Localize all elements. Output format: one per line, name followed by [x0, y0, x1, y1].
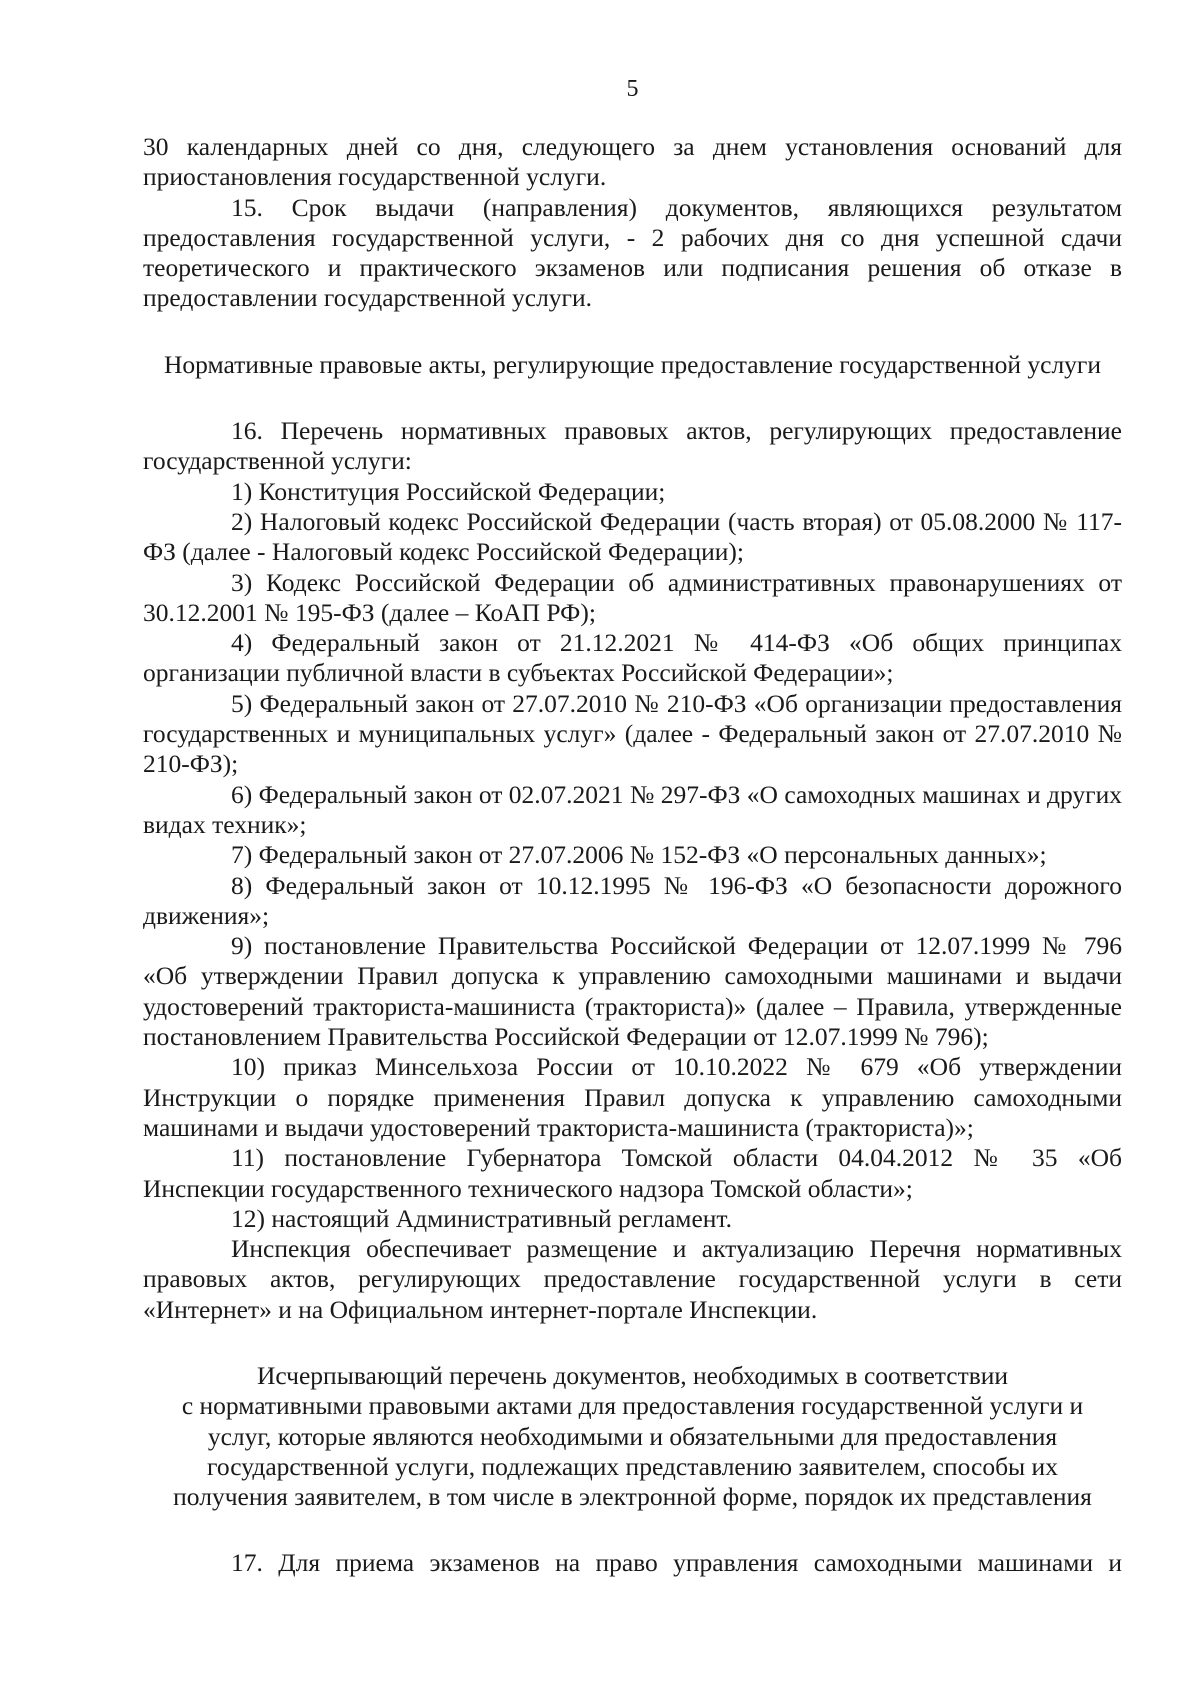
list-item: 5) Федеральный закон от 27.07.2010 № 210-ФЗ «Об организации предоставления государственных и муниципальных услуг» (далее - Федеральный закон от 27.07.2010 № 210-ФЗ); [143, 688, 1122, 779]
paragraph-inspection: Инспекция обеспечивает размещение и актуализацию Перечня нормативных правовых актов, регулирующих предоставление государственной услуги в сети «Интернет» и на Официальном интернет-портале Инспекции. [143, 1234, 1122, 1324]
heading-line: Исчерпывающий перечень документов, необходимых в соответствии [256, 1360, 1009, 1390]
heading-line: государственной услуги, подлежащих представлению заявителем, способы их [207, 1451, 1058, 1481]
heading-line: услуг, которые являются необходимыми и обязательными для предоставления [207, 1421, 1058, 1451]
paragraph-intro: 30 календарных дней со дня, следующего за днем установления оснований для приостановления государственной услуги. [143, 132, 1122, 192]
list-item: 12) настоящий Административный регламент. [231, 1203, 733, 1233]
section-heading-legal-acts: Нормативные правовые акты, регулирующие предоставление государственной услуги [163, 349, 1102, 379]
list-item: 6) Федеральный закон от 02.07.2021 № 297-ФЗ «О самоходных машинах и других видах техник»; [143, 779, 1122, 839]
heading-line: с нормативными правовыми актами для предоставления государственной услуги и [181, 1391, 1084, 1421]
paragraph-16: 16. Перечень нормативных правовых актов, регулирующих предоставление государственной услуги: [143, 416, 1122, 476]
list-item: 2) Налоговый кодекс Российской Федерации (часть вторая) от 05.08.2000 № 117-ФЗ (далее - Налоговый кодекс Российской Федерации); [143, 506, 1122, 567]
list-item: 4) Федеральный закон от 21.12.2021 № 414-ФЗ «Об общих принципах организации публичной власти в субъектах Российской Федерации»; [143, 628, 1122, 688]
list-item: 7) Федеральный закон от 27.07.2006 № 152-ФЗ «О персональных данных»; [231, 840, 1047, 870]
list-item: 10) приказ Минсельхоза России от 10.10.2022 № 679 «Об утверждении Инструкции о порядке применения Правил допуска к управлению самоходными машинами и выдачи удостоверений тракториста-машиниста (тракториста)»; [143, 1052, 1122, 1142]
list-item: 9) постановление Правительства Российской Федерации от 12.07.1999 № 796 «Об утверждении Правил допуска к управлению самоходными машинами и выдачи удостоверений тракториста-машиниста (тракториста)» (далее – Правила, утвержденные постановлением Правительства Российской Федерации от 12.07.1999 № 796); [143, 931, 1122, 1052]
section-heading-documents [143, 1361, 1122, 1512]
list-item: 3) Кодекс Российской Федерации об административных правонарушениях от 30.12.2001 № 195-ФЗ (далее – КоАП РФ); [143, 567, 1122, 627]
list-item: 8) Федеральный закон от 10.12.1995 № 196-ФЗ «О безопасности дорожного движения»; [143, 870, 1122, 930]
paragraph-15: 15. Срок выдачи (направления) документов, являющихся результатом предоставления государственной услуги, - 2 рабочих дня со дня успешной сдачи теоретического и практического экзаменов или подписания решения об отказе в предоставлении государственной услуги. [143, 192, 1122, 313]
list-item: 11) постановление Губернатора Томской области 04.04.2012 № 35 «Об Инспекции государственного технического надзора Томской области»; [143, 1143, 1122, 1203]
page-number: 5 [626, 76, 639, 102]
list-item: 1) Конституция Российской Федерации; [231, 476, 666, 506]
paragraph-17: 17. Для приема экзаменов на право управления самоходными машинами и [231, 1548, 1122, 1578]
heading-line: получения заявителем, в том числе в электронной форме, порядок их представления [173, 1482, 1092, 1512]
